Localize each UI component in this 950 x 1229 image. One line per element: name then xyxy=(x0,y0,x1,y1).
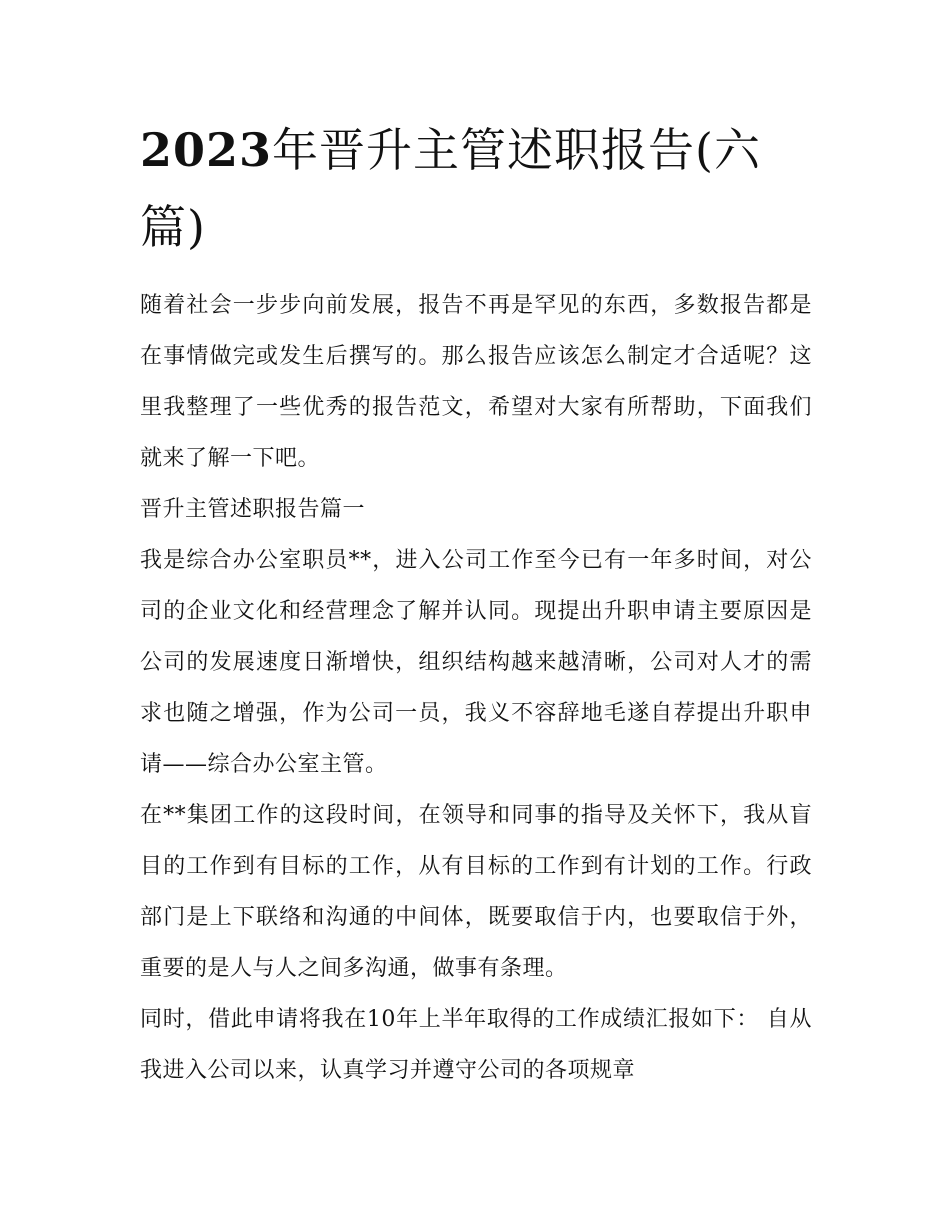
section-heading: 晋升主管述职报告篇一 xyxy=(140,497,366,522)
title-text: 年晋升主管述职报告(六篇) xyxy=(140,123,761,254)
document-title xyxy=(140,112,812,266)
document-body xyxy=(140,112,812,1096)
body-paragraph-1: 我是综合办公室职员**，进入公司工作至今已有一年多时间，对公司的企业文化和经营理念了解并认同。现提出升职申请主要原因是公司的发展速度日渐增快，组织结构越来越清晰，公司对人才的需求也随之增强，作为公司一员，我义不容辞地毛遂自荐提出升职申请——综合办公室主管。 xyxy=(140,548,812,777)
intro-paragraph: 随着社会一步步向前发展，报告不再是罕见的东西，多数报告都是在事情做完或发生后撰写的。那么报告应该怎么制定才合适呢？这里我整理了一些优秀的报告范文，希望对大家有所帮助，下面我们就来了解一下吧。 xyxy=(140,293,812,471)
body-paragraph-2: 在**集团工作的这段时间，在领导和同事的指导及关怀下，我从盲目的工作到有目标的工作，从有目标的工作到有计划的工作。行政部门是上下联络和沟通的中间体，既要取信于内，也要取信于外，重要的是人与人之间多沟通，做事有条理。 xyxy=(140,803,812,981)
title-year: 2023 xyxy=(140,123,273,177)
body-paragraph-3: 同时，借此申请将我在10年上半年取得的工作成绩汇报如下： 自从我进入公司以来，认真学习并遵守公司的各项规章 xyxy=(140,1007,812,1083)
